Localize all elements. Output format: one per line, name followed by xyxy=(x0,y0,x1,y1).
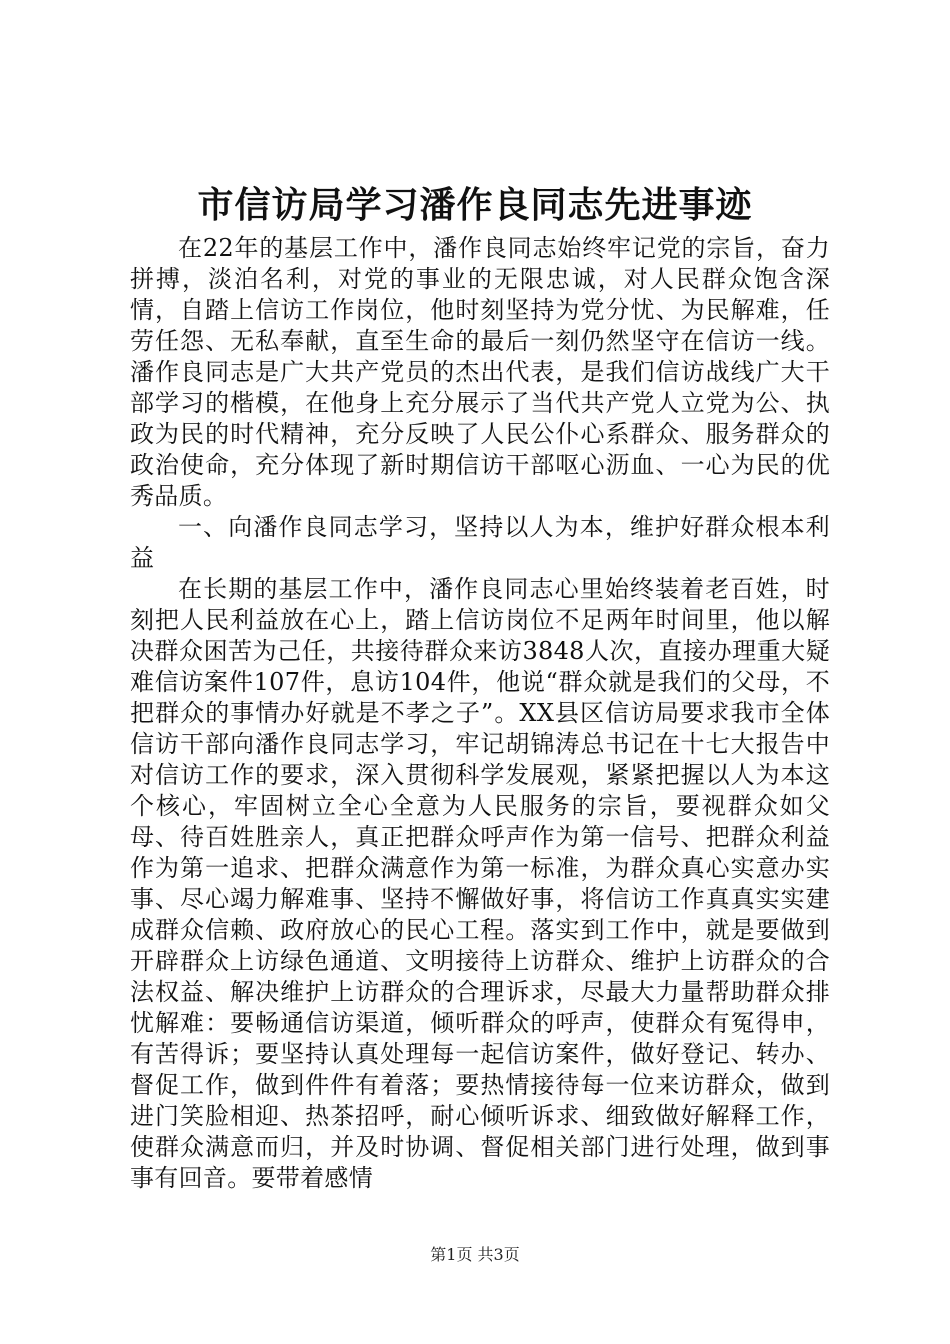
paragraph-section-heading: 一、向潘作良同志学习，坚持以人为本，维护好群众根本利益 xyxy=(130,513,830,572)
paragraph-intro: 在22年的基层工作中，潘作良同志始终牢记党的宗旨，奋力拼搏，淡泊名利，对党的事业的无限忠诚，对人民群众饱含深情，自踏上信访工作岗位，他时刻坚持为党分忧、为民解难，任劳任怨、无私奉献，直至生命的最后一刻仍然坚守在信访一线。潘作良同志是广大共产党员的杰出代表，是我们信访战线广大干部学习的楷模，在他身上充分展示了当代共产党人立党为公、执政为民的时代精神，充分反映了人民公仆心系群众、服务群众的政治使命，充分体现了新时期信访干部呕心沥血、一心为民的优秀品质。 xyxy=(130,234,830,510)
page-footer: 第1页 共3页 xyxy=(430,1245,520,1264)
document-body xyxy=(130,233,830,1194)
paragraph-section-body: 在长期的基层工作中，潘作良同志心里始终装着老百姓，时刻把人民利益放在心上，踏上信访岗位不足两年时间里，他以解决群众困苦为己任，共接待群众来访3848人次，直接办理重大疑难信访案件107件，息访104件，他说“群众就是我们的父母，不把群众的事情办好就是不孝之子”。XX县区信访局要求我市全体信访干部向潘作良同志学习，牢记胡锦涛总书记在十七大报告中对信访工作的要求，深入贯彻科学发展观，紧紧把握以人为本这个核心，牢固树立全心全意为人民服务的宗旨，要视群众如父母、待百姓胜亲人，真正把群众呼声作为第一信号、把群众利益作为第一追求、把群众满意作为第一标准，为群众真心实意办实事、尽心竭力解难事、坚持不懈做好事，将信访工作真真实实建成群众信赖、政府放心的民心工程。落实到工作中，就是要做到开辟群众上访绿色通道、文明接待上访群众、维护上访群众的合法权益、解决维护上访群众的合理诉求，尽最大力量帮助群众排忧解难：要畅通信访渠道，倾听群众的呼声，使群众有冤得申，有苦得诉；要坚持认真处理每一起信访案件，做好登记、转办、督促工作，做到件件有着落；要热情接待每一位来访群众，做到进门笑脸相迎、热茶招呼，耐心倾听诉求、细致做好解释工作，使群众满意而归，并及时协调、督促相关部门进行处理，做到事事有回音。要带着感情 xyxy=(130,575,830,1192)
document-title: 市信访局学习潘作良同志先进事迹 xyxy=(197,184,753,226)
